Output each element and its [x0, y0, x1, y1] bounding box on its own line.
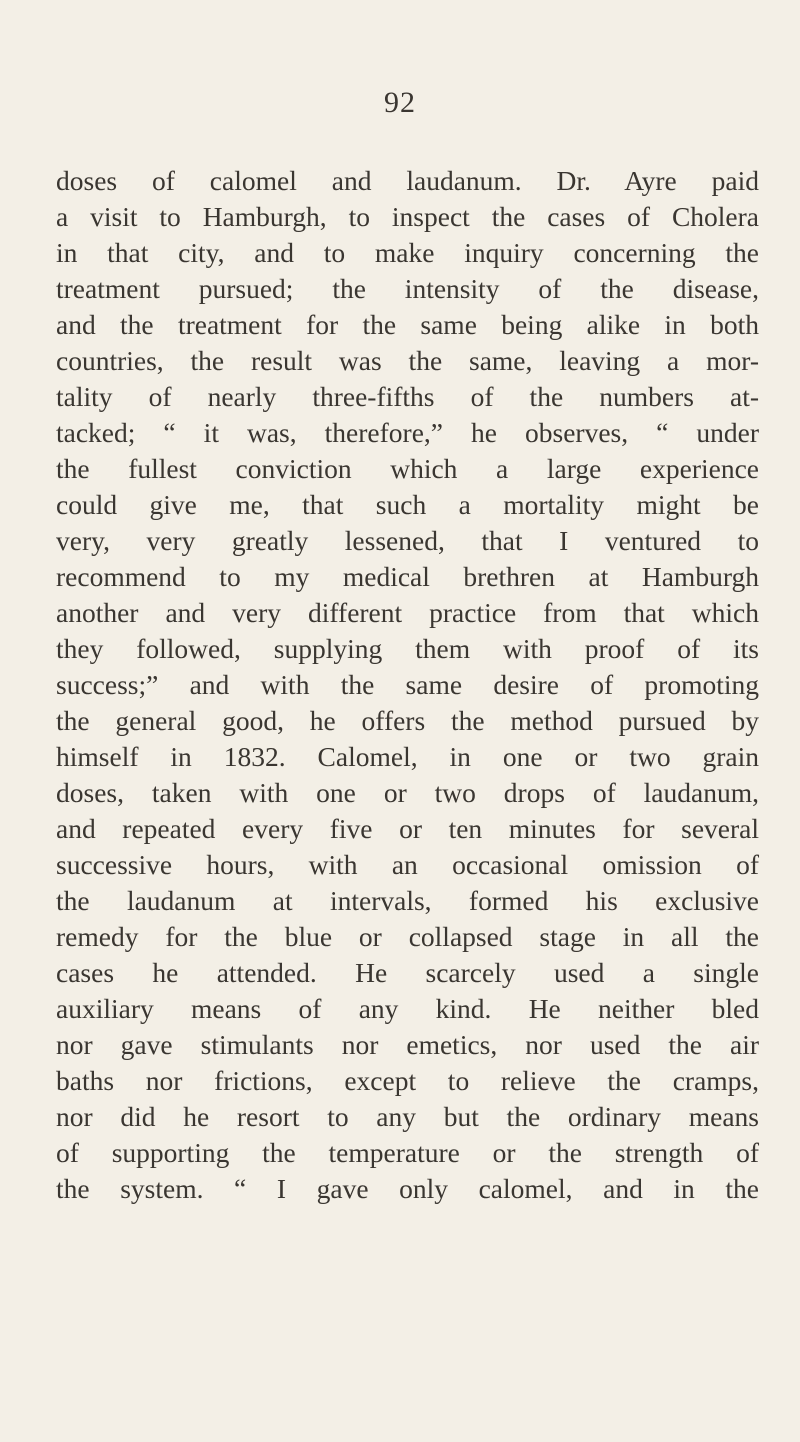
text-line: in that city, and to make inquiry concerning the — [56, 237, 759, 268]
text-line: a visit to Hamburgh, to inspect the cases of Cholera — [56, 201, 759, 232]
text-line: the system. “ I gave only calomel, and in the — [56, 1173, 759, 1204]
text-line: countries, the result was the same, leaving a mor- — [56, 345, 759, 376]
text-line: tality of nearly three-fifths of the numbers at- — [56, 381, 759, 412]
text-line: himself in 1832. Calomel, in one or two grain — [56, 741, 759, 772]
text-line: and the treatment for the same being alike in both — [56, 309, 759, 340]
text-line: the fullest conviction which a large experience — [56, 453, 759, 484]
text-line: the general good, he offers the method pursued by — [56, 705, 759, 736]
text-line: they followed, supplying them with proof of its — [56, 633, 759, 664]
text-line: could give me, that such a mortality might be — [56, 489, 759, 520]
text-line: doses of calomel and laudanum. Dr. Ayre paid — [56, 165, 759, 196]
text-line: tacked; “ it was, therefore,” he observes, “ under — [56, 417, 759, 448]
body-text — [56, 163, 759, 1207]
text-line: baths nor frictions, except to relieve the cramps, — [56, 1065, 759, 1096]
page-number: 92 — [384, 86, 416, 119]
text-line: recommend to my medical brethren at Hamburgh — [56, 561, 759, 592]
text-line: cases he attended. He scarcely used a single — [56, 957, 759, 988]
text-line: nor gave stimulants nor emetics, nor used the air — [56, 1029, 759, 1060]
text-line: successive hours, with an occasional omission of — [56, 849, 759, 880]
text-line: remedy for the blue or collapsed stage in all the — [56, 921, 759, 952]
text-line: and repeated every five or ten minutes for several — [56, 813, 759, 844]
text-line: another and very different practice from that which — [56, 597, 759, 628]
text-line: auxiliary means of any kind. He neither bled — [56, 993, 759, 1024]
text-line: of supporting the temperature or the strength of — [56, 1137, 759, 1168]
text-line: the laudanum at intervals, formed his exclusive — [56, 885, 759, 916]
text-line: doses, taken with one or two drops of laudanum, — [56, 777, 759, 808]
text-line: very, very greatly lessened, that I ventured to — [56, 525, 759, 556]
text-line: success;” and with the same desire of promoting — [56, 669, 759, 700]
text-line: nor did he resort to any but the ordinary means — [56, 1101, 759, 1132]
text-line: treatment pursued; the intensity of the disease, — [56, 273, 759, 304]
